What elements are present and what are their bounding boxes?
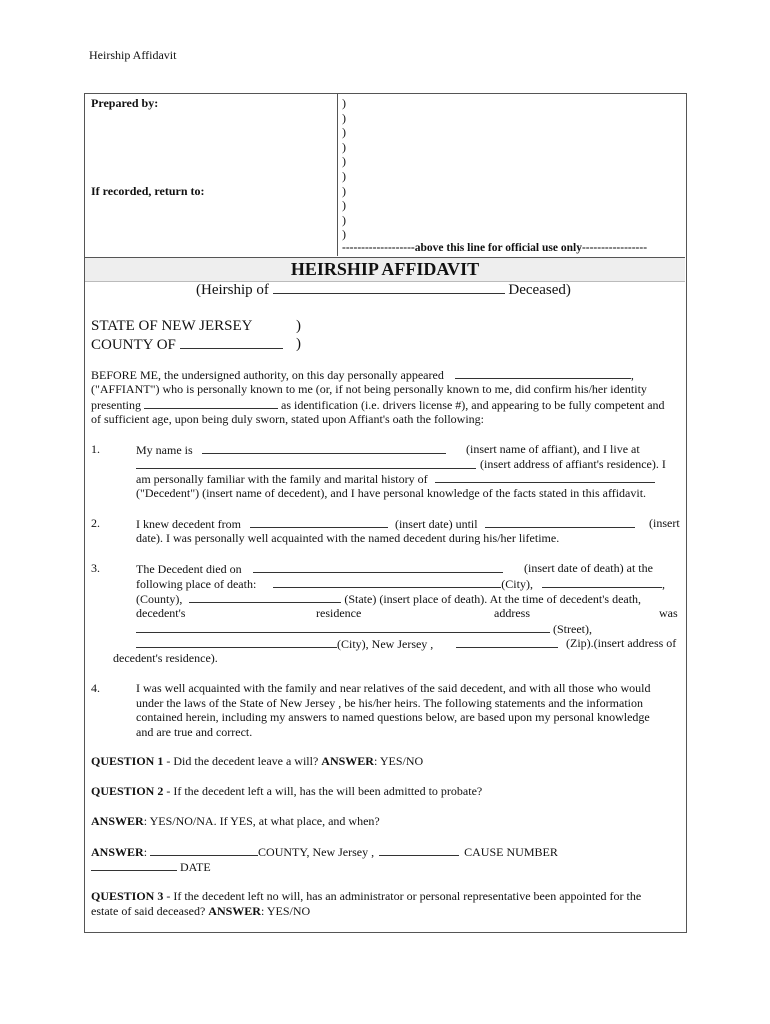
answer-q3-options: : YES/NO — [260, 904, 311, 918]
item3-zip: (Zip).(insert address of — [566, 636, 677, 650]
item3-line-b — [136, 576, 665, 592]
answer-3-date-line — [91, 859, 211, 875]
identification-blank[interactable] — [144, 397, 278, 409]
official-paren: ) — [342, 96, 346, 110]
item3-word-4: was — [659, 606, 678, 620]
question-1-text: - Did the decedent leave a will? — [163, 754, 322, 768]
question-2 — [91, 784, 482, 799]
residence-street-field[interactable] — [136, 621, 550, 633]
item3-comma: , — [661, 577, 665, 591]
item-number: 1. — [91, 442, 100, 456]
item3-state: (State) (insert place of death). At the time of decedent's death, — [344, 592, 642, 606]
answer-2 — [91, 814, 380, 829]
item1-familiar: am personally familiar with the family and marital history of — [136, 472, 428, 486]
item4-line-d: and are true and correct. — [136, 725, 253, 739]
answer-3-colon: : — [143, 845, 148, 859]
item3-word-1: decedent's — [136, 606, 186, 620]
subtitle-line — [196, 282, 571, 299]
prepared-by-label: Prepared by: — [91, 96, 159, 110]
recorded-return-label: If recorded, return to: — [91, 184, 205, 198]
probate-county-field[interactable] — [150, 844, 258, 856]
official-paren: ) — [342, 111, 346, 125]
item3-line-e — [136, 621, 592, 637]
answer-3-county: COUNTY, New Jersey , — [258, 845, 375, 859]
intro-line-2: ("AFFIANT") who is personally known to me (or, if not being personally known to me, did confirm his/her identity — [91, 382, 647, 396]
item3-line-g: decedent's residence). — [113, 651, 218, 665]
form-frame — [84, 93, 687, 933]
county-paren: ) — [296, 336, 301, 352]
death-state-field[interactable] — [189, 591, 341, 603]
official-paren: ) — [342, 169, 346, 183]
item4-line-a: I was well acquainted with the family and near relatives of the said decedent, and with all those who would — [136, 681, 651, 695]
official-paren: ) — [342, 125, 346, 139]
death-city-field[interactable] — [273, 576, 501, 588]
question-2-label: QUESTION 2 — [91, 784, 164, 798]
item1-line-a2: (insert name of affiant), and I live at — [466, 442, 640, 456]
item1-line-b2: (insert address of affiant's residence). I — [480, 457, 666, 471]
probate-date-field[interactable] — [91, 859, 177, 871]
official-paren: ) — [342, 198, 346, 212]
item3-line-a — [136, 561, 503, 577]
intro-l3-text: as identification (i.e. drivers license #), and appearing to be fully competent and — [281, 398, 665, 412]
knew-until-date-field[interactable] — [485, 516, 635, 528]
intro-line-3 — [91, 397, 665, 413]
item4-line-b: under the laws of the State of New Jersey , be his/her heirs. The following statements and the information — [136, 696, 643, 710]
question-3-text: - If the decedent left no will, has an administrator or personal representative been appointed for the — [163, 889, 642, 903]
county-label: COUNTY OF — [91, 337, 176, 353]
official-paren: ) — [342, 213, 346, 227]
county-blank[interactable] — [180, 336, 283, 349]
item2-until: (insert date) until — [394, 517, 478, 531]
item3-line-f — [136, 636, 558, 652]
item3-place: following place of death: — [136, 577, 257, 591]
official-paren: ) — [342, 227, 346, 241]
item3-word-3: address — [494, 606, 530, 620]
answer-3 — [91, 844, 558, 860]
question-1 — [91, 754, 423, 769]
question-1-label: QUESTION 1 — [91, 754, 164, 768]
official-paren: ) — [342, 154, 346, 168]
question-3-cont — [91, 904, 310, 919]
item-number: 2. — [91, 516, 100, 530]
decedent-name-field[interactable] — [435, 471, 655, 483]
item1-line-c — [136, 471, 655, 487]
item1-line-d: ("Decedent") (insert name of decedent), and I have personal knowledge of the facts stated in this affidavit. — [136, 486, 647, 500]
official-paren: ) — [342, 184, 346, 198]
question-3-text-2: estate of said deceased? — [91, 904, 209, 918]
affiant-name-blank[interactable] — [455, 367, 631, 379]
item3-city-nj: (City), New Jersey , — [337, 637, 434, 651]
item2-knew: I knew decedent from — [136, 517, 241, 531]
decedent-name-blank[interactable] — [273, 282, 505, 294]
answer-q3-label: ANSWER — [208, 904, 261, 918]
state-paren: ) — [296, 318, 301, 334]
item2-insert: (insert — [649, 516, 680, 530]
answer-3-date: DATE — [180, 860, 211, 874]
official-paren: ) — [342, 140, 346, 154]
item3-street: (Street), — [553, 622, 592, 636]
item1-line-a — [136, 442, 446, 458]
item3-county: (County), — [136, 592, 183, 606]
intro-line-1 — [91, 367, 634, 383]
question-3-label: QUESTION 3 — [91, 889, 164, 903]
cause-number-field[interactable] — [379, 844, 459, 856]
affiant-name-field[interactable] — [202, 442, 446, 454]
death-county-field[interactable] — [542, 576, 662, 588]
answer-1-label: ANSWER — [321, 754, 374, 768]
intro-l1-text: BEFORE ME, the undersigned authority, on this day personally appeared — [91, 368, 444, 382]
document-header-label: Heirship Affidavit — [89, 48, 177, 62]
affiant-address-field[interactable] — [136, 457, 476, 469]
intro-l3-presenting: presenting — [91, 398, 141, 412]
question-2-text: - If the decedent left a will, has the will been admitted to probate? — [163, 784, 483, 798]
subtitle-prefix: (Heirship of — [196, 282, 269, 298]
vertical-separator — [337, 93, 338, 256]
intro-l1-comma: , — [630, 368, 634, 382]
item3-insert-date: (insert date of death) at the — [524, 561, 653, 575]
answer-2-text: : YES/NO/NA. If YES, at what place, and when? — [143, 814, 380, 828]
item3-city: (City), — [501, 577, 533, 591]
answer-3-label: ANSWER — [91, 845, 144, 859]
item3-died-on: The Decedent died on — [136, 562, 242, 576]
answer-1-options: : YES/NO — [373, 754, 424, 768]
residence-city-field[interactable] — [136, 636, 337, 648]
county-line — [91, 336, 283, 354]
state-label: STATE OF NEW JERSEY — [91, 318, 253, 334]
item4-line-c: contained herein, including my answers to named questions below, are based upon my personal knowledge — [136, 710, 650, 724]
item1-my-name: My name is — [136, 443, 193, 457]
item-number: 4. — [91, 681, 100, 695]
date-of-death-field[interactable] — [253, 561, 503, 573]
item-number: 3. — [91, 561, 100, 575]
official-use-line: -------------------above this line for official use only----------------- — [342, 242, 648, 254]
item2-line-b: date). I was personally well acquainted with the named decedent during his/her lifetime. — [136, 531, 560, 545]
intro-line-4: of sufficient age, upon being duly sworn, stated upon Affiant's oath the following: — [91, 412, 484, 426]
item3-word-2: residence — [316, 606, 362, 620]
document-title: HEIRSHIP AFFIDAVIT — [290, 259, 480, 279]
knew-from-date-field[interactable] — [250, 516, 388, 528]
answer-2-label: ANSWER — [91, 814, 144, 828]
subtitle-suffix: Deceased) — [508, 282, 571, 298]
residence-zip-field[interactable] — [456, 636, 558, 648]
item3-line-c — [136, 591, 641, 607]
answer-3-cause: CAUSE NUMBER — [464, 845, 558, 859]
question-3 — [91, 889, 641, 904]
item2-line-a — [136, 516, 635, 532]
